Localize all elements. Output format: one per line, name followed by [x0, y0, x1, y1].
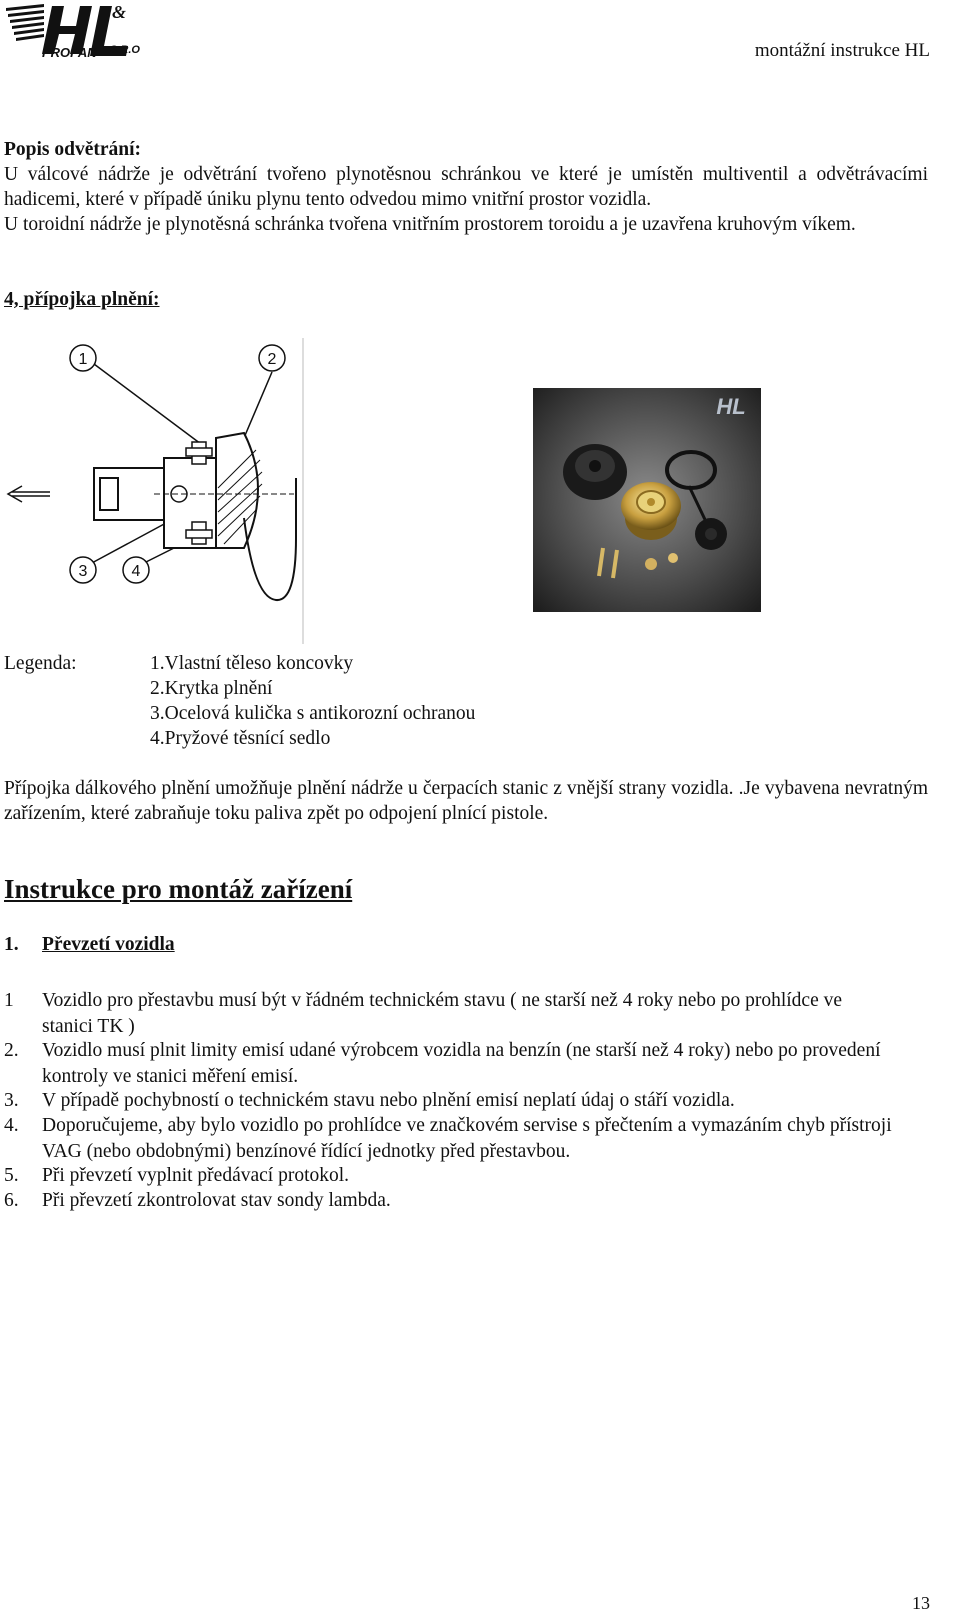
list-item-number: 5. — [4, 1165, 19, 1186]
filling-connector-diagram — [4, 338, 304, 644]
legend-label: Legenda: — [4, 653, 77, 674]
list-item-text: V případě pochybností o technickém stavu nebo plnění emisí neplatí údaj o stáří vozidla. — [42, 1090, 735, 1111]
legend-item-4: 4.Pryžové těsnící sedlo — [150, 728, 331, 749]
photo-logo-watermark: HL — [716, 394, 746, 419]
list-item-number: 1 — [4, 990, 14, 1011]
legend-item-2: 2.Krytka plnění — [150, 678, 273, 699]
list-item-text: Při převzetí vyplnit předávací protokol. — [42, 1165, 350, 1186]
logo-sro-text: S.R.O. — [110, 44, 140, 56]
instructions-heading: Instrukce pro montáž zařízení — [4, 874, 353, 904]
callout-1: 1 — [78, 351, 88, 368]
connector-description: Přípojka dálkového plnění umožňuje plnění nádrže u čerpacích stanic z vnější strany vozidla. .Je vybavena nevratným zařízením, které zabraňuje toku paliva zpět po odpojení plnící pistole. — [4, 778, 928, 824]
callout-4: 4 — [131, 563, 141, 580]
logo-propan-text: PROPAN — [42, 45, 97, 60]
section-heading-filling-connector: 4, přípojka plnění: — [4, 289, 160, 310]
legend-item-1: 1.Vlastní těleso koncovky — [150, 653, 354, 674]
list-item-number: 4. — [4, 1115, 19, 1136]
logo-ampersand: & — [112, 2, 127, 22]
list-item-text: Při převzetí zkontrolovat stav sondy lambda. — [42, 1190, 391, 1211]
filling-connector-photo — [533, 388, 761, 612]
list-item-text: Doporučujeme, aby bylo vozidlo po prohlídce ve značkovém servise s přečtením a vymazáním chyb přístroji VAG (nebo obdobnými) benzínové řídící jednotky před přestavbou. — [42, 1115, 892, 1162]
list-item-number: 2. — [4, 1040, 19, 1061]
list-item-text: Vozidlo pro přestavbu musí být v řádném technickém stavu ( ne starší než 4 roky nebo po prohlídce ve stanici TK ) — [42, 990, 843, 1037]
ventilation-heading: Popis odvětrání: — [4, 139, 142, 160]
document-title: montážní instrukce HL — [754, 40, 930, 61]
callout-2: 2 — [267, 351, 277, 368]
list-item-number: 3. — [4, 1090, 19, 1111]
callout-3: 3 — [78, 563, 88, 580]
subsection-number: 1. — [4, 934, 19, 955]
legend-item-3: 3.Ocelová kulička s antikorozní ochranou — [150, 703, 476, 724]
list-item-text: Vozidlo musí plnit limity emisí udané výrobcem vozidla na benzín (ne starší než 4 roky) nebo po provedení kontroly ve stanici měření emisí. — [42, 1040, 881, 1087]
page-number: 13 — [912, 1593, 930, 1613]
subsection-heading: Převzetí vozidla — [42, 934, 175, 955]
company-logo — [4, 2, 140, 62]
ventilation-paragraph-2: U toroidní nádrže je plynotěsná schránka tvořena vnitřním prostorem toroidu a je uzavřena kruhovým víkem. — [4, 214, 856, 235]
ventilation-paragraph-1: U válcové nádrže je odvětrání tvořeno plynotěsnou schránkou ve které je umístěn multiventil a odvětrávacími hadicemi, které v případě úniku plynu tento odvedou mimo vnitřní prostor vozidla. — [4, 164, 928, 210]
list-item-number: 6. — [4, 1190, 19, 1211]
